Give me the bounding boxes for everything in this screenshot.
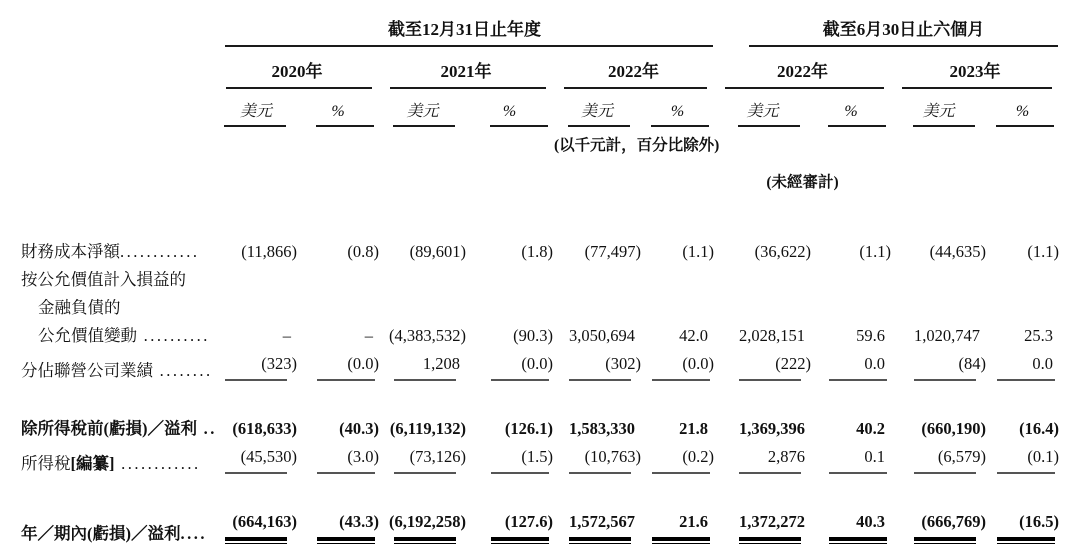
corner-cell — [11, 10, 215, 48]
value-cell — [553, 237, 641, 265]
value-cell — [553, 507, 641, 548]
cell-value: (16.5) — [1019, 511, 1060, 531]
cell-value: (0.1) — [1027, 446, 1060, 466]
value-cell — [641, 442, 714, 477]
total-rule-thin — [394, 543, 456, 544]
value-cell — [466, 265, 553, 293]
cell-value: (126.1) — [504, 418, 553, 438]
table-row — [11, 265, 1059, 293]
total-rule-thick — [739, 537, 801, 541]
table-row — [11, 414, 1059, 442]
value-cell — [215, 349, 297, 384]
cell-value: (302) — [605, 353, 641, 373]
cell-value: 1,369,396 — [739, 418, 806, 438]
year-rule — [564, 87, 707, 89]
underline-rule — [394, 379, 456, 381]
total-rule-thick — [997, 537, 1055, 541]
value-cell — [891, 442, 986, 477]
usd-rule — [738, 125, 800, 127]
value-cell — [379, 321, 466, 349]
value-cell — [466, 507, 553, 548]
cell-value: (0.0) — [347, 353, 379, 373]
cell-value: (1.1) — [682, 241, 715, 261]
section-header-row — [11, 10, 1059, 48]
cell-value: (4,383,532) — [389, 325, 466, 345]
value-cell — [297, 442, 379, 477]
value-cell — [714, 349, 811, 384]
cell-value: (77,497) — [584, 241, 641, 261]
cell-value: – — [282, 325, 291, 345]
row-label-text: 年／期內(虧損)／溢利 — [21, 524, 181, 543]
underline-rule — [997, 472, 1055, 474]
total-rule-thin — [997, 543, 1055, 544]
spacer-cell — [11, 193, 1059, 237]
row-label — [11, 349, 215, 384]
underline-rule — [829, 472, 887, 474]
underline-rule — [739, 472, 801, 474]
total-rule-thick — [225, 537, 287, 541]
underline-rule — [394, 472, 456, 474]
underline-rule — [569, 379, 631, 381]
value-cell — [811, 237, 891, 265]
row-label-text: 所得稅 — [21, 453, 71, 473]
cell-value: 59.6 — [856, 325, 886, 345]
pct-rule — [996, 125, 1054, 127]
pct-header: % — [641, 90, 714, 128]
year-label: 2022年 — [608, 62, 660, 81]
value-cell — [641, 265, 714, 293]
value-cell — [641, 293, 714, 321]
total-rule-thin — [739, 543, 801, 544]
cell-value: 2,028,151 — [739, 325, 806, 345]
row-label — [11, 414, 215, 442]
value-cell — [215, 265, 297, 293]
cell-value: 3,050,694 — [569, 325, 635, 345]
year-header-h1-2023 — [891, 48, 1059, 90]
row-label-text: 金融負債的 — [38, 297, 121, 317]
cell-value: 0.1 — [864, 446, 886, 466]
row-label — [11, 507, 215, 548]
subheader-row — [11, 90, 1059, 128]
row-label — [11, 442, 215, 477]
value-cell — [466, 349, 553, 384]
value-cell — [297, 293, 379, 321]
leader-dots: .... — [180, 524, 207, 543]
leader-dots: ........ — [153, 360, 213, 380]
value-cell — [379, 293, 466, 321]
value-cell — [641, 349, 714, 384]
empty-cell — [11, 48, 215, 90]
value-cell — [714, 321, 811, 349]
cell-value: 40.3 — [856, 511, 886, 531]
underline-rule — [652, 379, 710, 381]
cell-value: (666,769) — [921, 511, 987, 531]
cell-value: (1.1) — [1027, 241, 1060, 261]
table-row — [11, 349, 1059, 384]
cell-value: (36,622) — [754, 241, 812, 261]
usd-rule — [913, 125, 975, 127]
spacer-row — [11, 384, 1059, 414]
spacer-row — [11, 477, 1059, 507]
section-interim-label: 截至6月30日止六個月 — [822, 20, 985, 39]
underline-rule — [225, 472, 287, 474]
cell-value: (1.5) — [521, 446, 553, 466]
underline-rule — [491, 379, 549, 381]
total-rule-thick — [569, 537, 631, 541]
value-cell — [641, 414, 714, 442]
value-cell — [891, 414, 986, 442]
usd-header: 美元 — [891, 90, 986, 128]
value-cell — [986, 237, 1059, 265]
value-cell — [986, 507, 1059, 548]
spacer-cell — [11, 477, 1059, 507]
underline-rule — [739, 379, 801, 381]
table-header — [11, 10, 1059, 237]
table-row — [11, 237, 1059, 265]
usd-header: 美元 — [714, 90, 811, 128]
value-cell — [379, 237, 466, 265]
underline-rule — [652, 472, 710, 474]
value-cell — [641, 321, 714, 349]
pct-rule — [828, 125, 886, 127]
underline-rule — [997, 379, 1055, 381]
cell-value: (6,192,258) — [389, 511, 466, 531]
total-rule-thin — [652, 543, 710, 544]
year-rule — [902, 87, 1052, 89]
cell-value: 21.8 — [679, 418, 709, 438]
value-cell — [811, 321, 891, 349]
value-cell — [553, 414, 641, 442]
cell-value: (84) — [958, 353, 987, 373]
usd-rule — [224, 125, 286, 127]
value-cell — [379, 442, 466, 477]
value-cell — [986, 265, 1059, 293]
cell-value: (43.3) — [339, 511, 379, 531]
leader-dots: .......... — [137, 325, 210, 345]
cell-value: (89,601) — [409, 241, 466, 261]
unaudited-note-row — [11, 156, 1059, 193]
year-label: 2021年 — [440, 62, 492, 81]
leader-dots: ............ — [120, 241, 200, 261]
value-cell — [641, 237, 714, 265]
cell-value: (40.3) — [339, 418, 379, 438]
value-cell — [986, 321, 1059, 349]
usd-header: 美元 — [379, 90, 466, 128]
empty-cell — [11, 156, 714, 193]
year-label: 2020年 — [271, 62, 323, 81]
section-annual-label: 截至12月31日止年度 — [388, 20, 542, 39]
value-cell — [466, 321, 553, 349]
cell-value: – — [364, 325, 373, 345]
row-label — [11, 321, 215, 349]
pct-rule — [490, 125, 548, 127]
value-cell — [986, 293, 1059, 321]
value-cell — [297, 265, 379, 293]
total-rule-thick — [491, 537, 549, 541]
value-cell — [811, 414, 891, 442]
cell-value: (73,126) — [409, 446, 466, 466]
cell-value: (1.1) — [859, 241, 892, 261]
units-note: (以千元計，百分比除外) — [554, 137, 720, 154]
total-rule-thin — [491, 543, 549, 544]
usd-rule — [568, 125, 630, 127]
cell-value: (0.8) — [347, 241, 379, 261]
year-header-fy2022 — [553, 48, 714, 90]
value-cell — [714, 442, 811, 477]
value-cell — [811, 265, 891, 293]
row-label-text: 財務成本淨額 — [21, 241, 120, 261]
empty-cell — [714, 128, 1059, 156]
value-cell — [714, 293, 811, 321]
cell-value: 40.2 — [856, 418, 886, 438]
usd-rule — [393, 125, 455, 127]
value-cell — [553, 293, 641, 321]
value-cell — [986, 442, 1059, 477]
value-cell — [553, 321, 641, 349]
value-cell — [379, 414, 466, 442]
row-label-text: 按公允價值計入損益的 — [21, 269, 186, 289]
row-label-text: 分佔聯營公司業績 — [21, 360, 153, 380]
table-row — [11, 442, 1059, 477]
section-annual-rule — [225, 45, 713, 47]
table-row — [11, 293, 1059, 321]
pct-header: % — [986, 90, 1059, 128]
pct-header: % — [297, 90, 379, 128]
value-cell — [215, 237, 297, 265]
value-cell — [891, 321, 986, 349]
table-row — [11, 321, 1059, 349]
cell-value: (0.0) — [521, 353, 553, 373]
cell-value: (90.3) — [513, 325, 553, 345]
cell-value: 0.0 — [1032, 353, 1054, 373]
value-cell — [379, 349, 466, 384]
cell-value: 1,020,747 — [914, 325, 981, 345]
cell-value: (6,119,132) — [389, 418, 466, 438]
value-cell — [891, 265, 986, 293]
table-row — [11, 507, 1059, 548]
pct-rule — [651, 125, 709, 127]
total-rule-thin — [914, 543, 976, 544]
cell-value: 1,572,567 — [569, 511, 635, 531]
value-cell — [811, 293, 891, 321]
row-label-bold-text: [編纂] — [70, 453, 115, 473]
value-cell — [215, 507, 297, 548]
value-cell — [553, 349, 641, 384]
total-rule-thick — [914, 537, 976, 541]
total-rule-thin — [225, 543, 287, 544]
empty-cell — [11, 90, 215, 128]
row-label-text: 公允價值變動 — [38, 325, 137, 345]
value-cell — [297, 414, 379, 442]
value-cell — [297, 321, 379, 349]
leader-dots: .. — [197, 418, 217, 438]
units-note-row — [11, 128, 1059, 156]
value-cell — [466, 442, 553, 477]
value-cell — [891, 507, 986, 548]
cell-value: (127.6) — [504, 511, 553, 531]
year-header-fy2021 — [379, 48, 553, 90]
cell-value: 21.6 — [679, 511, 709, 531]
cell-value: (16.4) — [1019, 418, 1060, 438]
value-cell — [553, 265, 641, 293]
value-cell — [891, 349, 986, 384]
underline-rule — [491, 472, 549, 474]
pct-header: % — [466, 90, 553, 128]
value-cell — [986, 414, 1059, 442]
cell-value: 1,583,330 — [569, 418, 635, 438]
cell-value: (323) — [261, 353, 297, 373]
underline-rule — [829, 379, 887, 381]
value-cell — [466, 237, 553, 265]
cell-value: (0.0) — [682, 353, 715, 373]
year-rule — [725, 87, 884, 89]
usd-header: 美元 — [215, 90, 297, 128]
cell-value: (660,190) — [921, 418, 987, 438]
year-rule — [226, 87, 372, 89]
usd-header: 美元 — [553, 90, 641, 128]
row-label-text: 除所得稅前(虧損)／溢利 — [21, 418, 197, 438]
underline-rule — [317, 379, 375, 381]
value-cell — [811, 349, 891, 384]
total-rule-thick — [829, 537, 887, 541]
cell-value: 2,876 — [767, 446, 806, 466]
cell-value: (0.2) — [682, 446, 715, 466]
cell-value: (222) — [775, 353, 812, 373]
value-cell — [297, 349, 379, 384]
spacer-cell — [11, 384, 1059, 414]
value-cell — [379, 507, 466, 548]
cell-value: 25.3 — [1024, 325, 1054, 345]
year-header-row — [11, 48, 1059, 90]
cell-value: (44,635) — [929, 241, 987, 261]
section-interim-rule — [749, 45, 1058, 47]
unaudited-note: (未經審計) — [766, 174, 839, 191]
underline-rule — [914, 472, 976, 474]
value-cell — [297, 237, 379, 265]
cell-value: 1,208 — [422, 353, 460, 373]
year-header-fy2020 — [215, 48, 379, 90]
cell-value: (664,163) — [232, 511, 297, 531]
total-rule-thin — [829, 543, 887, 544]
cell-value: (45,530) — [240, 446, 297, 466]
cell-value: (6,579) — [937, 446, 987, 466]
underline-rule — [317, 472, 375, 474]
value-cell — [714, 237, 811, 265]
total-rule-thin — [569, 543, 631, 544]
value-cell — [891, 237, 986, 265]
value-cell — [466, 293, 553, 321]
total-rule-thin — [317, 543, 375, 544]
pct-header: % — [811, 90, 891, 128]
value-cell — [379, 265, 466, 293]
value-cell — [986, 349, 1059, 384]
value-cell — [215, 321, 297, 349]
row-label — [11, 293, 215, 321]
underline-rule — [225, 379, 287, 381]
cell-value: (1.8) — [521, 241, 553, 261]
section-annual — [215, 10, 714, 48]
table-body — [11, 237, 1059, 548]
value-cell — [297, 507, 379, 548]
total-rule-thick — [317, 537, 375, 541]
cell-value: 42.0 — [679, 325, 709, 345]
cell-value: (10,763) — [584, 446, 641, 466]
header-body-gap — [11, 193, 1059, 237]
empty-cell — [891, 156, 1059, 193]
value-cell — [714, 265, 811, 293]
year-label: 2023年 — [949, 62, 1001, 81]
underline-rule — [569, 472, 631, 474]
cell-value: (3.0) — [347, 446, 379, 466]
pct-rule — [316, 125, 374, 127]
value-cell — [714, 507, 811, 548]
year-rule — [390, 87, 546, 89]
value-cell — [553, 442, 641, 477]
value-cell — [891, 293, 986, 321]
cell-value: 0.0 — [864, 353, 886, 373]
cell-value: (11,866) — [241, 241, 297, 261]
leader-dots: ............ — [114, 453, 201, 473]
value-cell — [641, 507, 714, 548]
empty-cell — [11, 128, 553, 156]
underline-rule — [914, 379, 976, 381]
total-rule-thick — [394, 537, 456, 541]
row-label — [11, 265, 215, 293]
value-cell — [466, 414, 553, 442]
value-cell — [811, 442, 891, 477]
section-interim — [714, 10, 1059, 48]
year-header-h1-2022 — [714, 48, 891, 90]
profit-loss-table — [11, 10, 1059, 548]
value-cell — [215, 293, 297, 321]
row-label — [11, 237, 215, 265]
total-rule-thick — [652, 537, 710, 541]
value-cell — [811, 507, 891, 548]
cell-value: (618,633) — [232, 418, 297, 438]
cell-value: 1,372,272 — [739, 511, 806, 531]
year-label: 2022年 — [777, 62, 829, 81]
value-cell — [215, 442, 297, 477]
value-cell — [714, 414, 811, 442]
value-cell — [215, 414, 297, 442]
